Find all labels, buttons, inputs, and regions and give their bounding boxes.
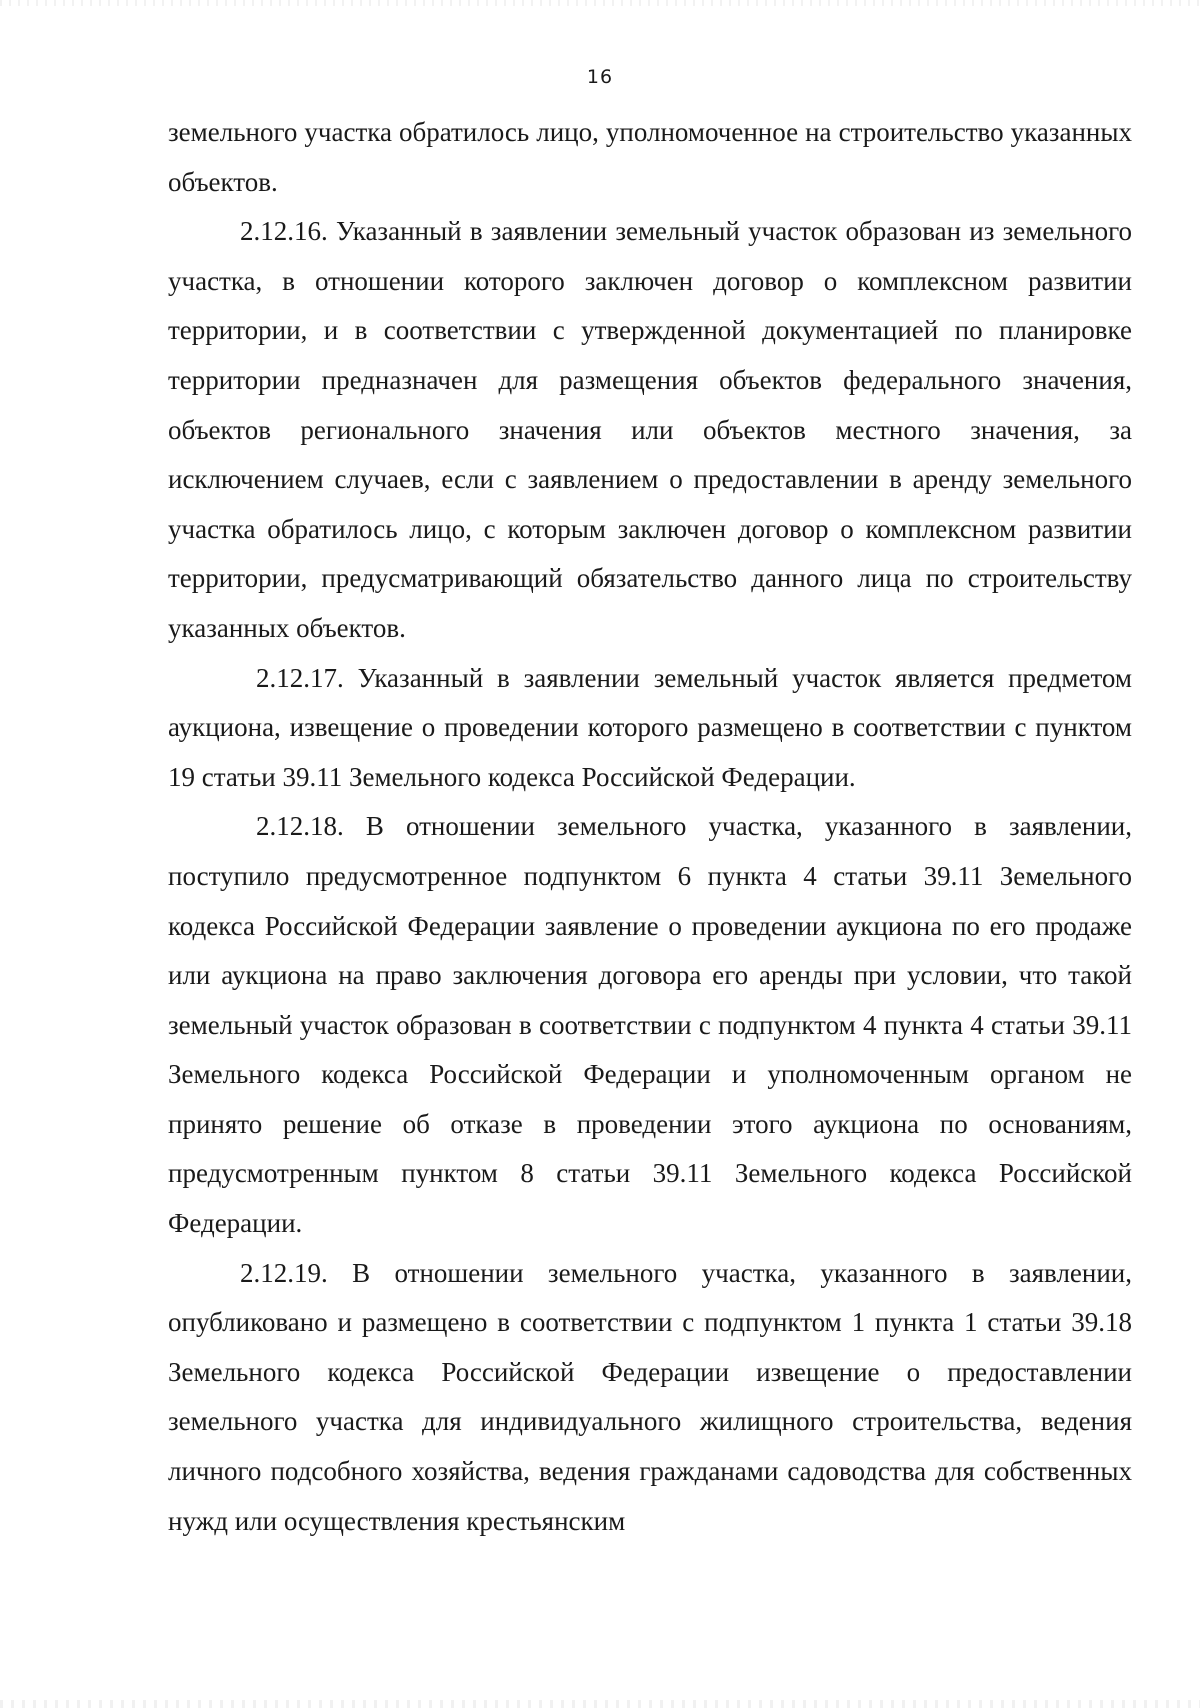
paragraph-2-12-18: 2.12.18. В отношении земельного участка, указанного в заявлении, поступило предусмотренное подпунктом 6 пункта 4 статьи 39.11 Земельного кодекса Российской Федерации заявление о проведении аукциона по его продаже или аукциона на право заключения договора его аренды при условии, что такой земельный участок образован в соответствии с подпунктом 4 пункта 4 статьи 39.11 Земельного кодекса Российской Федерации и уполномоченным органом не принято решение об отказе в проведении этого аукциона по основаниям, предусмотренным пунктом 8 статьи 39.11 Земельного кодекса Российской Федерации.	[168, 811, 1132, 1239]
paragraph-continuation: земельного участка обратилось лицо, уполномоченное на строительство указанных объектов.	[168, 117, 1132, 197]
paragraph-2-12-17: 2.12.17. Указанный в заявлении земельный участок является предметом аукциона, извещение о проведении которого размещено в соответствии с пунктом 19 статьи 39.11 Земельного кодекса Российской Федерации.	[168, 662, 1132, 792]
scan-noise-bottom	[0, 1700, 1200, 1708]
paragraph-2-12-19: 2.12.19. В отношении земельного участка, указанного в заявлении, опубликовано и размещено в соответствии с подпунктом 1 пункта 1 статьи 39.18 Земельного кодекса Российской Федерации извещение о предоставлении земельного участка для индивидуального жилищного строительства, ведения личного подсобного хозяйства, ведения гражданами садоводства для собственных нужд или осуществления крестьянским	[168, 1257, 1132, 1536]
page-number: 16	[586, 66, 614, 88]
paragraph-2-12-16: 2.12.16. Указанный в заявлении земельный участок образован из земельного участка, в отношении которого заключен договор о комплексном развитии территории, и в соответствии с утвержденной документацией по планировке территории предназначен для размещения объектов федерального значения, объектов регионального значения или объектов местного значения, за исключением случаев, если с заявлением о предоставлении в аренду земельного участка обратилось лицо, с которым заключен договор о комплексном развитии территории, предусматривающий обязательство данного лица по строительству указанных объектов.	[168, 216, 1132, 643]
document-body	[168, 108, 1132, 1546]
scan-noise-top	[0, 0, 1200, 6]
